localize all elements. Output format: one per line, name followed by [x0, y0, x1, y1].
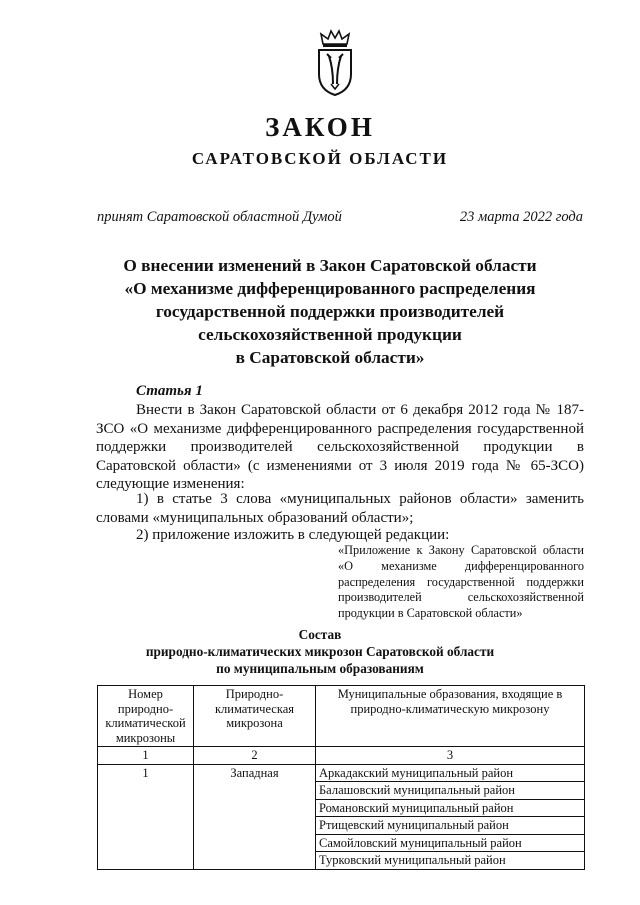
composition-line: природно-климатических микрозон Саратовской области — [145, 644, 495, 659]
adopted-by: принят Саратовской областной Думой — [97, 209, 342, 225]
law-title: ЗАКОН — [265, 112, 375, 142]
header-cell: Природно-климатическая микрозона — [194, 686, 316, 747]
microzones-table — [97, 685, 585, 870]
article-item-1: 1) в статье 3 слова «муниципальных районов области» заменить словами «муниципальных образований области»; — [96, 491, 584, 526]
district-cell: Романовский муниципальный район — [316, 799, 585, 817]
column-number: 3 — [316, 747, 585, 765]
composition-heading — [0, 626, 640, 677]
document-title-line: государственной поддержки производителей — [155, 302, 505, 321]
zone-name: Западная — [194, 764, 316, 869]
document-title-line: О внесении изменений в Закон Саратовской области — [123, 256, 537, 275]
district-cell: Ртищевский муниципальный район — [316, 817, 585, 835]
table-number-row — [98, 747, 585, 765]
header-cell: Муниципальные образования, входящие в природно-климатическую микрозону — [316, 686, 585, 747]
table-header-row — [98, 686, 585, 747]
zone-number: 1 — [98, 764, 194, 869]
appendix-note: «Приложение к Закону Саратовской области «О механизме дифференцированного распределения государственной поддержки производителей сельскохозяйственной продукции в Саратовской области» — [338, 543, 584, 621]
district-cell: Турковский муниципальный район — [316, 852, 585, 870]
document-title — [70, 254, 590, 369]
district-cell: Самойловский муниципальный район — [316, 834, 585, 852]
district-cell: Аркадакский муниципальный район — [316, 764, 585, 782]
document-title-line: сельскохозяйственной продукции — [198, 325, 462, 344]
district-cell: Балашовский муниципальный район — [316, 782, 585, 800]
composition-line: по муниципальным образованиям — [216, 661, 424, 676]
article-heading: Статья 1 — [136, 383, 203, 399]
coat-of-arms-icon — [311, 28, 359, 98]
column-number: 1 — [98, 747, 194, 765]
table-row — [98, 764, 585, 782]
column-number: 2 — [194, 747, 316, 765]
article-intro: Внести в Закон Саратовской области от 6 декабря 2012 года № 187-ЗСО «О механизме дифференцированного распределения государственной поддержки производителей сельскохозяйственной продукции в Саратовской области» (с изменениями от 3 июля 2019 года № 65-ЗСО) следующие изменения: — [96, 402, 584, 492]
adoption-date: 23 марта 2022 года — [459, 209, 583, 225]
header-cell: Номер природно-климатической микрозоны — [98, 686, 194, 747]
document-title-line: «О механизме дифференцированного распределения — [124, 279, 536, 298]
document-title-line: в Саратовской области» — [235, 348, 425, 367]
composition-line: Состав — [298, 627, 342, 642]
article-item-2: 2) приложение изложить в следующей редакции: — [136, 527, 450, 543]
region-subtitle: САРАТОВСКОЙ ОБЛАСТИ — [191, 149, 449, 168]
